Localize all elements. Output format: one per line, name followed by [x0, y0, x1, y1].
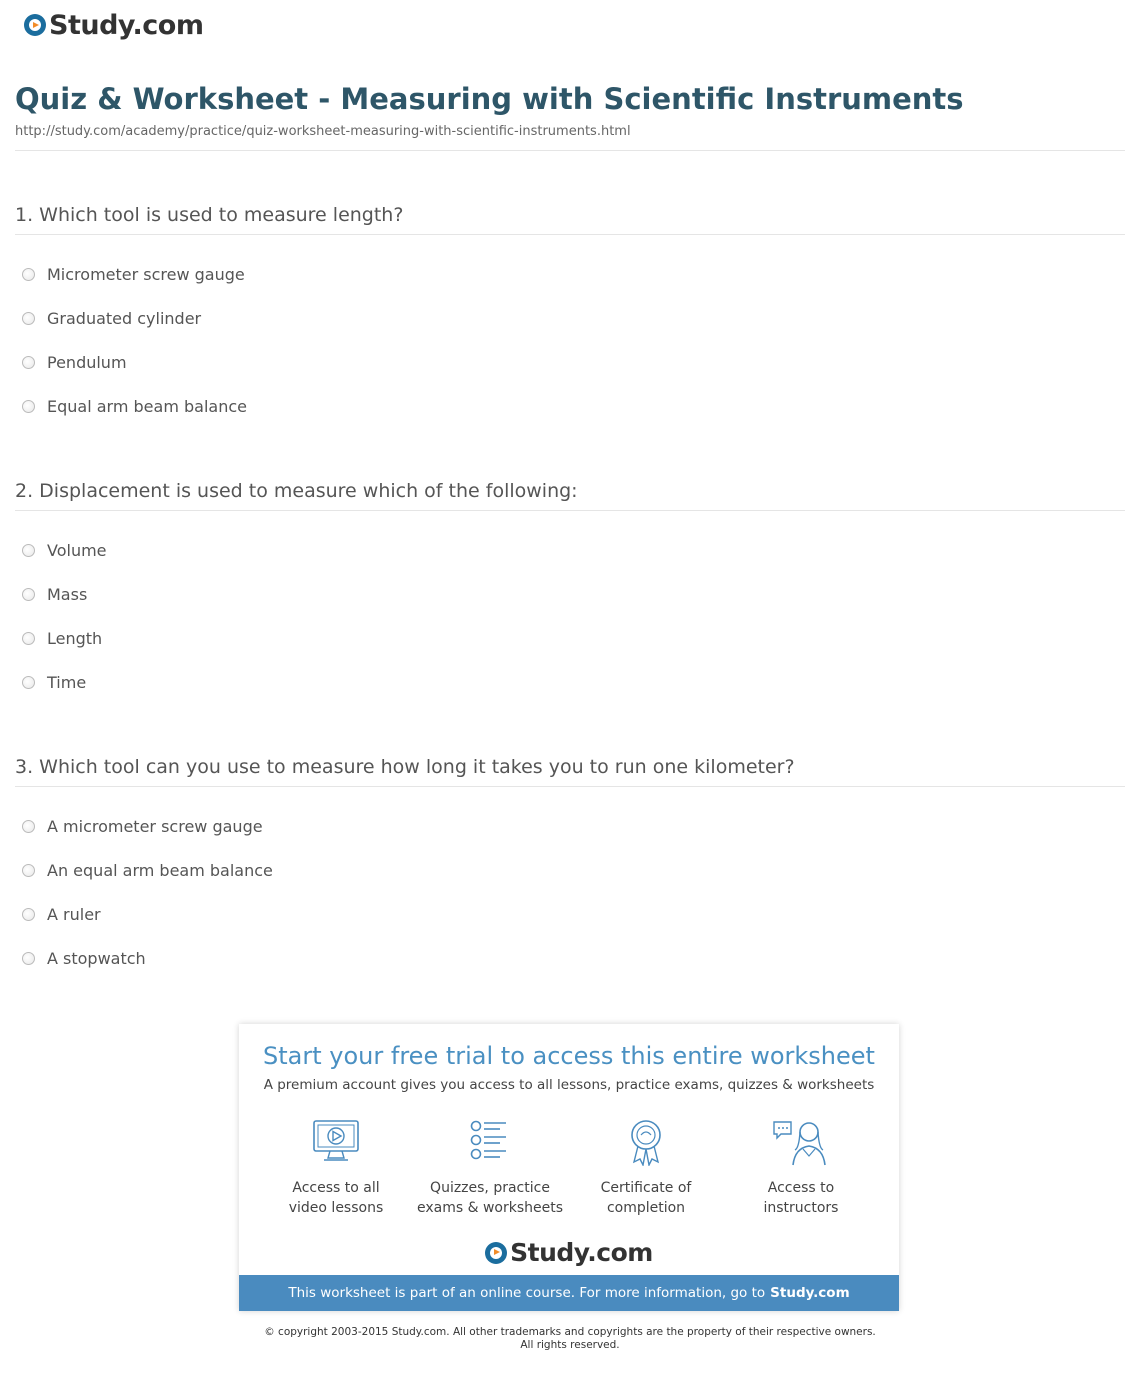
option-label: Equal arm beam balance: [47, 397, 247, 416]
feature-label-line2: instructors: [763, 1200, 839, 1216]
option-q2-a[interactable]: [22, 541, 107, 560]
question-divider: [15, 786, 1125, 787]
radio-button[interactable]: [22, 676, 35, 689]
promo-bar-link[interactable]: Study.com: [770, 1285, 850, 1301]
option-label: Volume: [47, 541, 107, 560]
option-q3-d[interactable]: [22, 949, 146, 968]
option-q3-a[interactable]: [22, 817, 263, 836]
option-q1-c[interactable]: [22, 353, 127, 372]
option-q1-d[interactable]: [22, 397, 247, 416]
option-q3-c[interactable]: [22, 905, 101, 924]
quiz-list-icon: [464, 1118, 516, 1166]
option-q2-d[interactable]: [22, 673, 86, 692]
option-q1-b[interactable]: [22, 309, 201, 328]
feature-label-line1: Certificate of: [600, 1180, 692, 1196]
question-divider: [15, 234, 1125, 235]
feature-label-line2: video lessons: [288, 1200, 384, 1216]
radio-button[interactable]: [22, 312, 35, 325]
question-2: 2. Displacement is used to measure which of the following:: [15, 480, 578, 502]
option-label: Mass: [47, 585, 88, 604]
option-q1-a[interactable]: [22, 265, 245, 284]
radio-button[interactable]: [22, 820, 35, 833]
option-label: Graduated cylinder: [47, 309, 202, 328]
certificate-icon: [620, 1118, 672, 1166]
feature-label-line2: completion: [606, 1200, 686, 1216]
copyright-line1: © copyright 2003-2015 Study.com. All other trademarks and copyrights are the property of their respective owners.: [264, 1326, 876, 1338]
question-divider: [15, 510, 1125, 511]
radio-button[interactable]: [22, 908, 35, 921]
study-logo-icon: [24, 14, 46, 36]
radio-button[interactable]: [22, 632, 35, 645]
free-trial-promo: [239, 1024, 899, 1311]
option-label: An equal arm beam balance: [47, 861, 273, 880]
promo-subtitle: A premium account gives you access to all lessons, practice exams, quizzes & worksheets: [263, 1077, 875, 1093]
copyright: [0, 1326, 1140, 1352]
video-lesson-icon: [310, 1118, 362, 1166]
option-q3-b[interactable]: [22, 861, 273, 880]
option-label: Length: [47, 629, 103, 648]
option-label: Pendulum: [47, 353, 127, 372]
option-label: Time: [47, 673, 87, 692]
page-url: http://study.com/academy/practice/quiz-worksheet-measuring-with-scientific-instruments.html: [15, 124, 631, 139]
radio-button[interactable]: [22, 544, 35, 557]
option-label: A micrometer screw gauge: [47, 817, 263, 836]
feature-label-line1: Access to: [767, 1180, 835, 1196]
radio-button[interactable]: [22, 268, 35, 281]
question-3: 3. Which tool can you use to measure how long it takes you to run one kilometer?: [15, 756, 795, 778]
feature-quizzes: [415, 1118, 565, 1218]
feature-label-line2: exams & worksheets: [416, 1200, 564, 1216]
promo-bar-text: This worksheet is part of an online course. For more information, go to: [288, 1285, 766, 1301]
question-1: 1. Which tool is used to measure length?: [15, 204, 404, 226]
logo-text: Study.com: [510, 1238, 653, 1267]
logo-text: Study.com: [49, 9, 204, 41]
feature-label-line1: Access to all: [292, 1180, 380, 1196]
feature-instructors: [726, 1118, 876, 1218]
feature-certificate: [571, 1118, 721, 1218]
radio-button[interactable]: [22, 588, 35, 601]
feature-label-line1: Quizzes, practice: [430, 1180, 550, 1196]
promo-info-bar: [239, 1275, 899, 1311]
study-logo-icon: [485, 1242, 507, 1264]
instructor-icon: [771, 1118, 831, 1166]
promo-study-logo[interactable]: [239, 1238, 899, 1267]
feature-video-lessons: [261, 1118, 411, 1218]
option-q2-b[interactable]: [22, 585, 87, 604]
promo-title[interactable]: Start your free trial to access this entire worksheet: [263, 1042, 875, 1070]
radio-button[interactable]: [22, 952, 35, 965]
option-label: A ruler: [47, 905, 101, 924]
page-title: Quiz & Worksheet - Measuring with Scientific Instruments: [15, 82, 964, 116]
radio-button[interactable]: [22, 356, 35, 369]
option-q2-c[interactable]: [22, 629, 102, 648]
option-label: A stopwatch: [47, 949, 146, 968]
header-divider: [15, 150, 1125, 151]
study-logo[interactable]: [24, 8, 203, 42]
radio-button[interactable]: [22, 864, 35, 877]
option-label: Micrometer screw gauge: [47, 265, 245, 284]
copyright-line2: All rights reserved.: [520, 1339, 620, 1351]
radio-button[interactable]: [22, 400, 35, 413]
